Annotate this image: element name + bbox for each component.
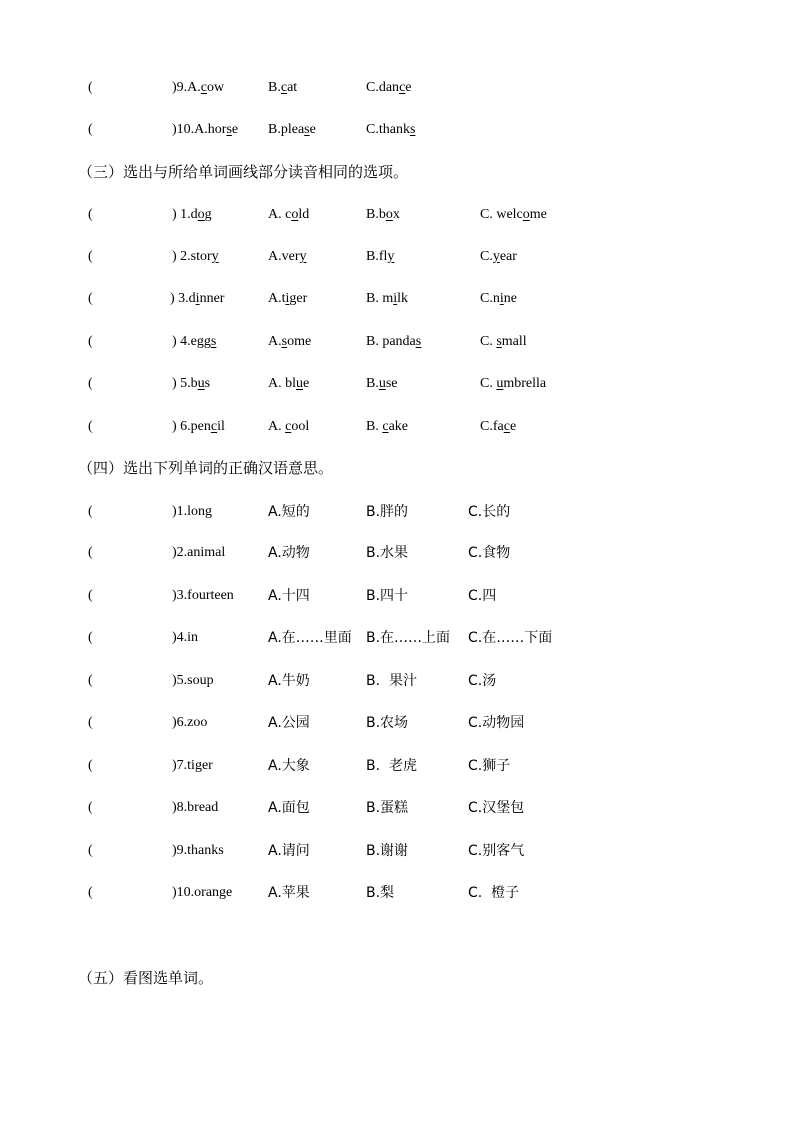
option-a: A.公园 (268, 715, 310, 731)
question-stem: )9.thanks (172, 843, 224, 858)
option-a: A.大象 (268, 758, 310, 774)
question-row (0, 839, 794, 863)
question-stem: )10.orange (172, 885, 233, 900)
question-stem: ) 4.eggs (172, 334, 217, 349)
question-stem: )3.fourteen (172, 588, 234, 603)
option-c: C.在……下面 (468, 630, 553, 646)
option-c: C.face (480, 419, 517, 434)
answer-paren: ( (88, 885, 93, 900)
question-row (0, 796, 794, 820)
option-c: C. umbrella (480, 376, 547, 391)
question-stem: )9.A.cow (172, 80, 225, 95)
option-c: C.狮子 (468, 758, 511, 774)
option-b: B. milk (366, 291, 409, 306)
question-stem: ) 6.pencil (172, 419, 225, 434)
option-a: A.在……里面 (268, 630, 352, 646)
option-a: A.some (268, 334, 312, 349)
question-stem: )10.A.horse (172, 122, 239, 137)
option-a: A. cold (268, 207, 310, 222)
question-stem: )8.bread (172, 800, 219, 815)
question-stem: )4.in (172, 630, 199, 645)
question-row (0, 76, 794, 100)
option-b: B.水果 (366, 545, 409, 561)
option-c: C. small (480, 334, 527, 349)
option-b: B.box (366, 207, 400, 222)
answer-paren: ( (88, 291, 93, 306)
answer-paren: ( (88, 843, 93, 858)
question-stem: )2.animal (172, 545, 226, 560)
question-stem: )6.zoo (172, 715, 208, 730)
option-b: B. 老虎 (366, 758, 417, 774)
option-a: A.短的 (268, 504, 310, 520)
answer-paren: ( (88, 207, 93, 222)
question-stem: )7.tiger (172, 758, 213, 773)
option-c: C. 橙子 (468, 885, 520, 901)
answer-paren: ( (88, 80, 93, 95)
question-row (0, 669, 794, 693)
option-a: A.动物 (268, 545, 310, 561)
question-row (0, 287, 794, 311)
question-stem: )1.long (172, 504, 213, 519)
answer-paren: ( (88, 545, 93, 560)
option-c: C.year (480, 249, 517, 264)
option-b: B.胖的 (366, 504, 409, 520)
question-row (0, 203, 794, 227)
section-5-title: （五）看图选单词。 (78, 969, 214, 987)
answer-paren: ( (88, 673, 93, 688)
option-b: B.在……上面 (366, 630, 451, 646)
option-a: A.十四 (268, 588, 310, 604)
option-c: C.汤 (468, 673, 497, 689)
answer-paren: ( (88, 249, 93, 264)
question-stem: ) 2.story (172, 249, 219, 264)
option-b: B.use (366, 376, 398, 391)
option-c: C.食物 (468, 545, 511, 561)
option-b: B.fly (366, 249, 395, 264)
answer-paren: ( (88, 715, 93, 730)
question-row (0, 584, 794, 608)
question-stem: ) 3.dinner (170, 291, 225, 306)
question-stem: ) 1.dog (172, 207, 212, 222)
question-row (0, 754, 794, 778)
question-row (0, 330, 794, 354)
option-a: A.very (268, 249, 307, 264)
answer-paren: ( (88, 588, 93, 603)
option-c: C.长的 (468, 504, 511, 520)
option-c: C. welcome (480, 207, 547, 222)
section-4-title: （四）选出下列单词的正确汉语意思。 (78, 459, 334, 477)
option-b: B.农场 (366, 715, 409, 731)
answer-paren: ( (88, 334, 93, 349)
option-b: B.四十 (366, 588, 409, 604)
option-a: A. blue (268, 376, 310, 391)
option-b: B.please (268, 122, 316, 137)
question-stem: )5.soup (172, 673, 214, 688)
answer-paren: ( (88, 376, 93, 391)
answer-paren: ( (88, 758, 93, 773)
option-a: A.面包 (268, 800, 310, 816)
option-b: B.梨 (366, 885, 395, 901)
question-row (0, 500, 794, 524)
option-a: A.苹果 (268, 885, 310, 901)
option-c: C.nine (480, 291, 517, 306)
option-c: C.thanks (366, 122, 416, 137)
question-stem: ) 5.bus (172, 376, 211, 391)
question-row (0, 881, 794, 905)
option-c: C.别客气 (468, 843, 525, 859)
option-b: B. cake (366, 419, 408, 434)
option-c: C.动物园 (468, 715, 525, 731)
answer-paren: ( (88, 504, 93, 519)
question-row (0, 118, 794, 142)
question-row (0, 711, 794, 735)
answer-paren: ( (88, 122, 93, 137)
option-b: B.cat (268, 80, 298, 95)
question-row (0, 372, 794, 396)
option-b: B. pandas (366, 334, 422, 349)
question-row (0, 626, 794, 650)
option-a: A. cool (268, 419, 310, 434)
option-c: C.dance (366, 80, 412, 95)
answer-paren: ( (88, 419, 93, 434)
option-b: B.蛋糕 (366, 800, 409, 816)
option-a: A.tiger (268, 291, 308, 306)
option-a: A.牛奶 (268, 673, 310, 689)
answer-paren: ( (88, 800, 93, 815)
option-c: C.汉堡包 (468, 800, 525, 816)
option-b: B. 果汁 (366, 673, 417, 689)
option-b: B.谢谢 (366, 843, 409, 859)
question-row (0, 415, 794, 439)
option-c: C.四 (468, 588, 497, 604)
question-row (0, 245, 794, 269)
section-3-title: （三）选出与所给单词画线部分读音相同的选项。 (78, 163, 409, 181)
option-a: A.请问 (268, 843, 310, 859)
question-row (0, 541, 794, 565)
answer-paren: ( (88, 630, 93, 645)
